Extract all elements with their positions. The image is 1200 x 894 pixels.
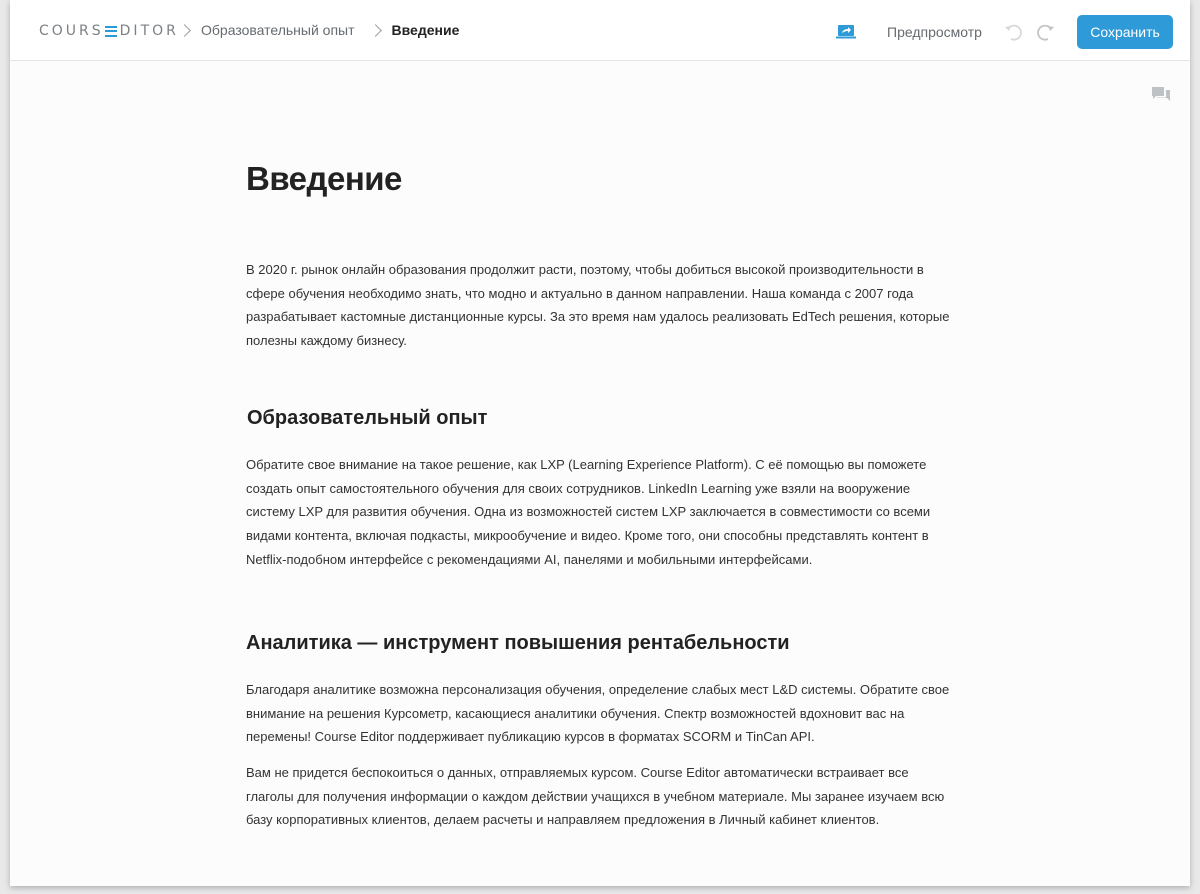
undo-icon[interactable] bbox=[1003, 22, 1023, 42]
section-paragraph[interactable]: Вам не придется беспокоиться о данных, отправляемых курсом. Course Editor автоматически встраивает все глаголы для получения информации о каждом действии учащихся в учебном материале. Мы заранее изучаем всю базу корпоративных клиентов, делаем расчеты и направляем предложения в Личный кабинет клиентов. bbox=[246, 765, 945, 828]
logo-e-mark-icon bbox=[105, 25, 117, 38]
comments-icon[interactable] bbox=[1152, 86, 1170, 104]
editor-window bbox=[10, 0, 1190, 886]
redo-icon[interactable] bbox=[1036, 22, 1056, 42]
chevron-right-icon bbox=[369, 24, 382, 37]
breadcrumb-item-parent[interactable]: Образовательный опыт bbox=[201, 22, 355, 38]
logo-text-right: DITOR bbox=[119, 23, 179, 39]
section-paragraph[interactable]: Обратите свое внимание на такое решение, как LXP (Learning Experience Platform). С её помощью вы поможете создать опыт самостоятельного обучения для своих сотрудников. LinkedIn Learning уже взяли на вооружение систему LXP для развития обучения. Одна из возможностей систем LXP заключается в совместимости со всеми видами контента, включая подкасты, микрообучение и видео. Кроме того, они способны представлять контент в Netflix-подобном интерфейсе с рекомендациями AI, панелями и мобильными интерфейсами. bbox=[246, 457, 931, 567]
preview-button[interactable]: Предпросмотр bbox=[887, 24, 982, 40]
logo-text-left: COURS bbox=[39, 23, 104, 39]
section-paragraph[interactable]: Благодаря аналитике возможна персонализация обучения, определение слабых мест L&D системы. Обратите свое внимание на решения Курсометр, касающиеся аналитики обучения. Спектр возможностей вдохновит вас на перемены! Course Editor поддерживает публикацию курсов в форматах SCORM и TinCan API. bbox=[246, 682, 950, 745]
page-title[interactable]: Введение bbox=[246, 160, 402, 197]
breadcrumb-item-current: Введение bbox=[391, 22, 460, 38]
save-button[interactable]: Сохранить bbox=[1077, 15, 1173, 49]
top-bar bbox=[10, 0, 1190, 61]
chevron-right-icon bbox=[178, 24, 191, 37]
section-heading-education[interactable]: Образовательный опыт bbox=[247, 407, 488, 429]
section-heading-analytics[interactable]: Аналитика — инструмент повышения рентабельности bbox=[246, 632, 790, 654]
monitor-arrow-icon[interactable] bbox=[836, 25, 856, 39]
logo[interactable] bbox=[39, 23, 179, 39]
intro-paragraph[interactable]: В 2020 г. рынок онлайн образования продолжит расти, поэтому, чтобы добиться высокой производительности в сфере обучения необходимо знать, что модно и актуально в данном направлении. Наша команда с 2007 года разрабатывает кастомные дистанционные курсы. За это время нам удалось реализовать EdTech решения, которые полезны каждому бизнесу. bbox=[246, 262, 950, 349]
document-body bbox=[246, 160, 956, 828]
breadcrumb bbox=[176, 22, 459, 38]
